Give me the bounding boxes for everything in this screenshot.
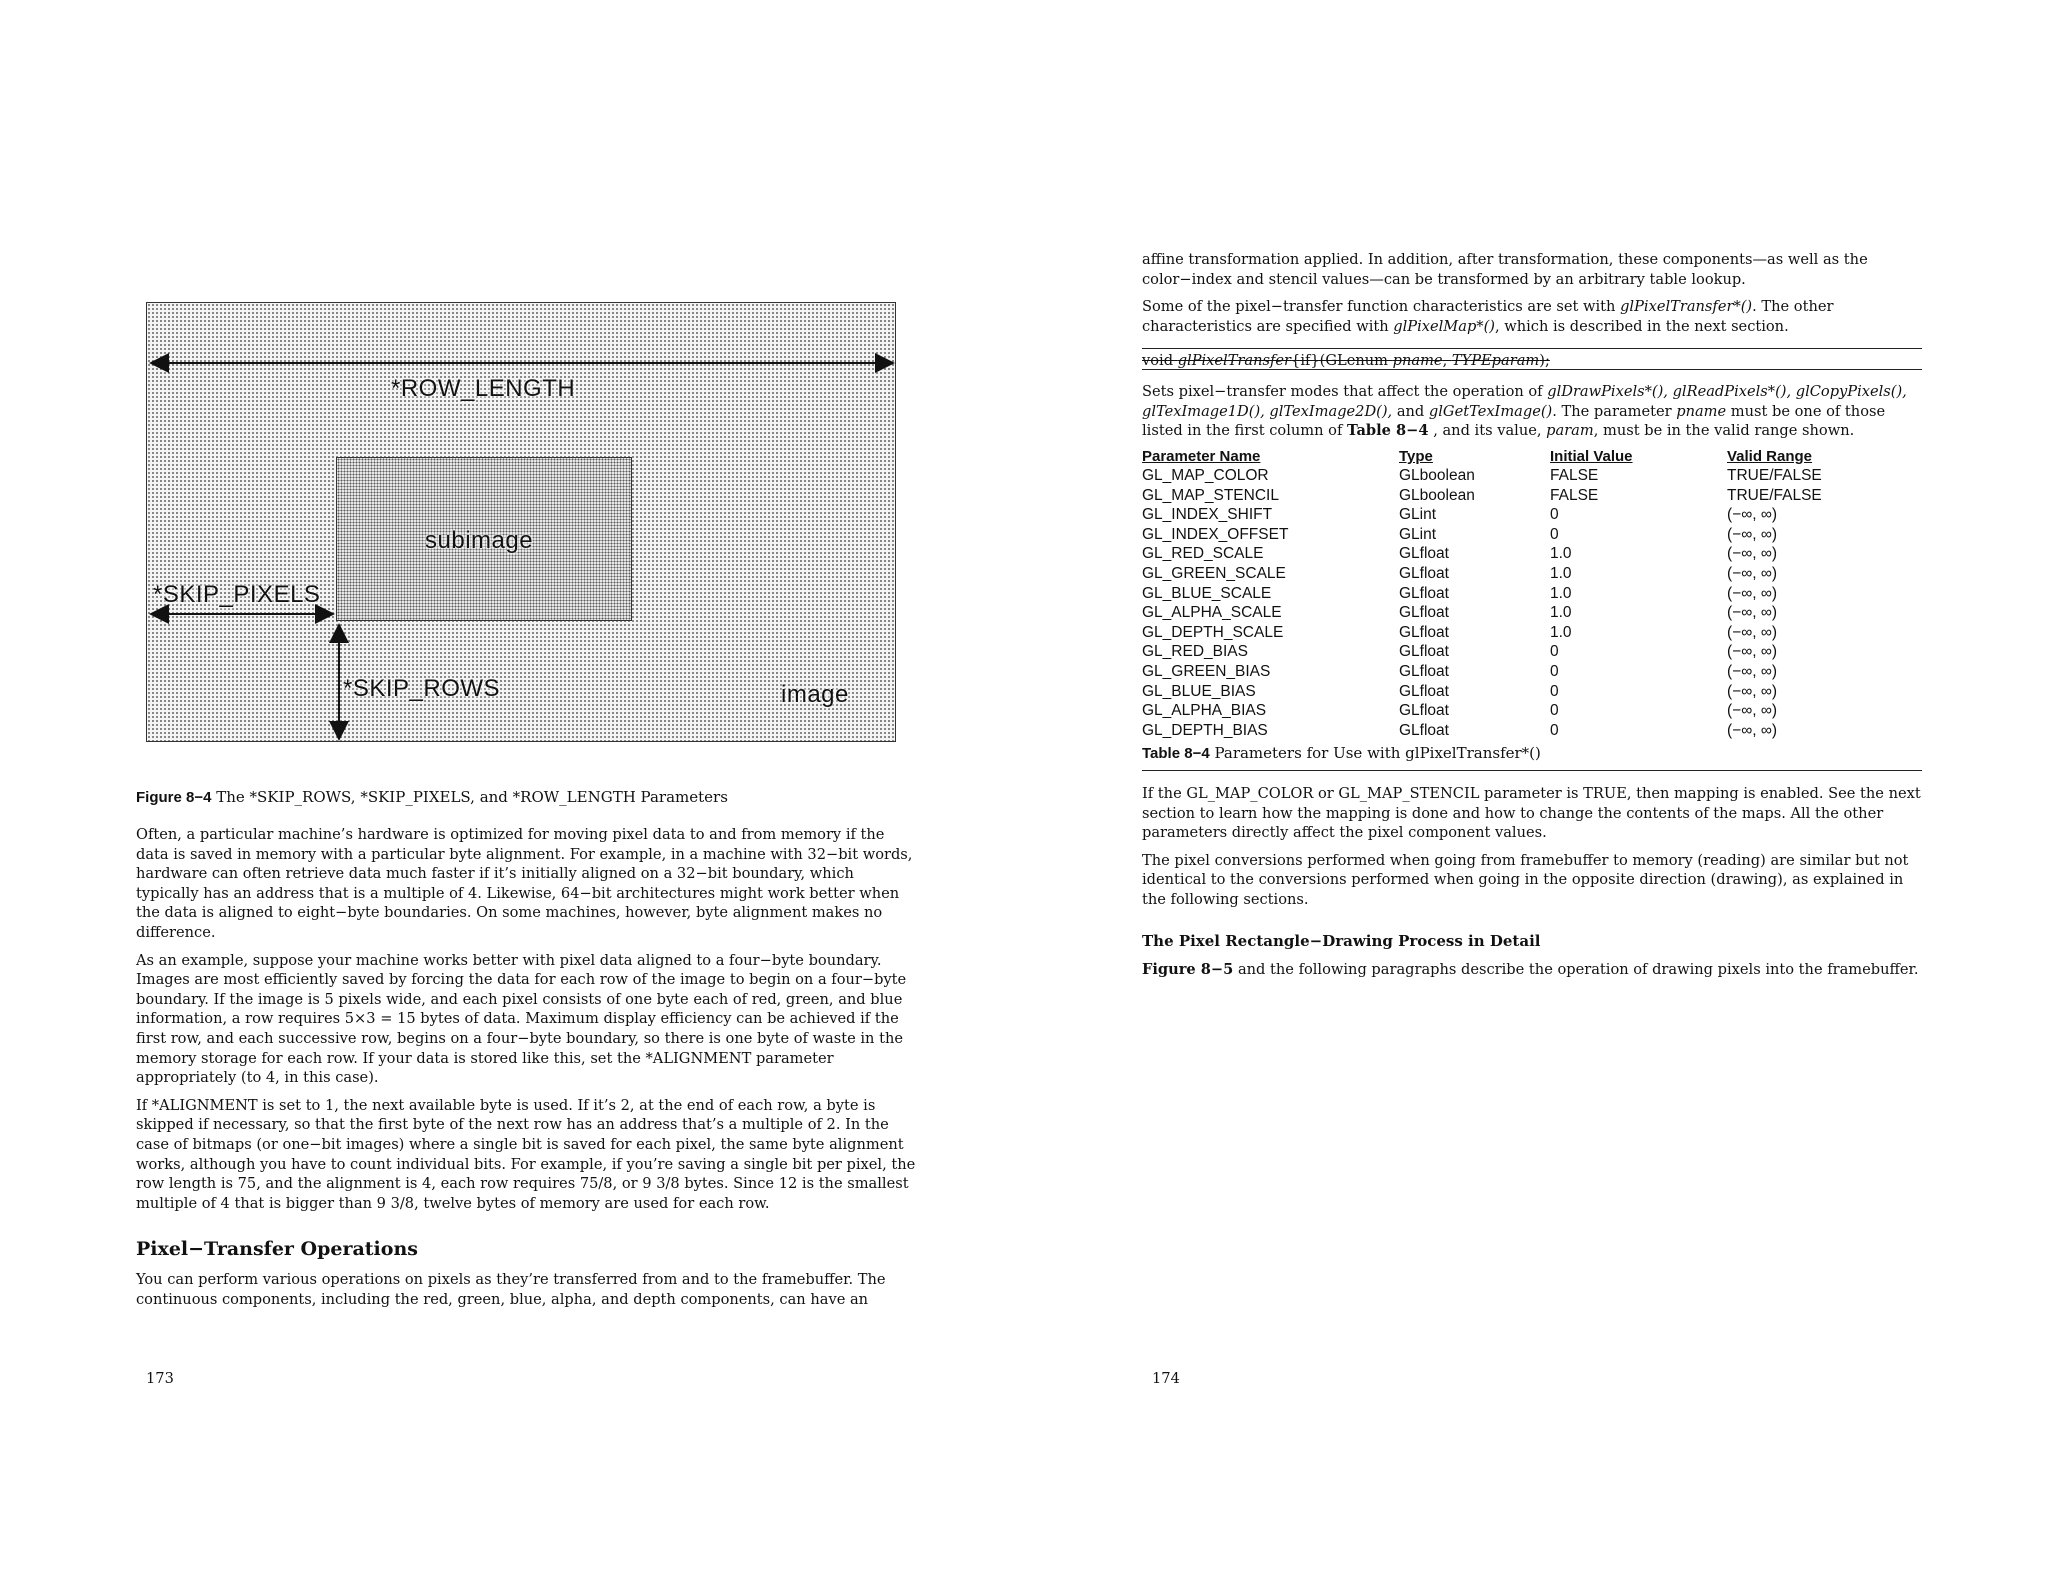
table-header-row	[1142, 448, 1907, 466]
rule-under-prototype	[1142, 369, 1922, 370]
rule-top	[1142, 348, 1922, 349]
table-cell: GL_ALPHA_SCALE	[1142, 604, 1282, 622]
table-cell: 1.0	[1550, 584, 1572, 602]
table-cell: 0	[1550, 702, 1559, 720]
table-row	[1142, 642, 1907, 662]
table-cell: GLfloat	[1399, 643, 1449, 661]
paragraph: The pixel conversions performed when going from framebuffer to memory (reading) are similar but not identical to the conversions performed when going in the opposite direction (drawing), as explained in the following sections.	[1142, 851, 1909, 908]
table-row	[1142, 525, 1907, 545]
table-cell: GLfloat	[1399, 721, 1449, 739]
table-row	[1142, 623, 1907, 643]
table-cell: GLboolean	[1399, 467, 1475, 484]
text-run: {if}(GLenum	[1291, 352, 1393, 369]
table-row	[1142, 544, 1907, 564]
row-length-label: *ROW_LENGTH	[391, 375, 576, 402]
table-row	[1142, 662, 1907, 682]
table-cell: 0	[1550, 721, 1559, 739]
table-cell: GLfloat	[1399, 564, 1449, 582]
table-cell: 0	[1550, 682, 1559, 700]
table-cell: (−∞, ∞)	[1727, 506, 1778, 524]
right-body-top	[1142, 250, 1928, 344]
table-caption	[1142, 744, 1541, 762]
table-cell: GLfloat	[1399, 604, 1449, 622]
function-name: glGetTexImage()	[1428, 402, 1553, 420]
table-cell: FALSE	[1550, 467, 1599, 484]
text-run: must be one of those listed in the first column of	[1142, 402, 1886, 440]
paragraph	[1142, 382, 1928, 441]
figure-reference: Figure 8−5	[1142, 961, 1234, 978]
table-reference: Table 8−4	[1346, 422, 1429, 440]
function-name: glPixelMap*()	[1393, 317, 1495, 335]
paragraph	[1142, 960, 1928, 980]
skip-pixels-label: *SKIP_PIXELS	[153, 581, 321, 608]
column-header: Initial Value	[1550, 448, 1633, 465]
text-run: , which is described in the next section.	[1494, 317, 1789, 335]
column-header: Valid Range	[1727, 448, 1813, 465]
left-body	[136, 825, 920, 1221]
table-cell: 0	[1550, 506, 1559, 524]
table-cell: GLfloat	[1399, 682, 1449, 700]
text-run: Sets pixel−transfer modes that affect the operation of	[1142, 383, 1548, 400]
table-cell: GL_MAP_STENCIL	[1142, 486, 1279, 504]
parameters-table	[1142, 448, 1907, 740]
figure-caption	[136, 788, 916, 806]
table-cell: GLboolean	[1399, 486, 1475, 504]
column-header: Parameter Name	[1142, 448, 1261, 465]
table-cell: GL_DEPTH_SCALE	[1142, 623, 1284, 641]
paragraph	[1142, 297, 1928, 336]
table-cell: GLfloat	[1399, 662, 1449, 680]
image-label: image	[781, 681, 849, 708]
text-run: and	[1392, 402, 1429, 420]
figure-caption-text: The *SKIP_ROWS, *SKIP_PIXELS, and *ROW_LENGTH Parameters	[211, 788, 728, 806]
paragraph: If *ALIGNMENT is set to 1, the next available byte is used. If it’s 2, at the end of each row, a byte is skipped if necessary, so that the first byte of the next row has an address that’s a multiple of 2. In the case of bitmaps (or one−bit images) where a single bit is saved for each pixel, the same byte alignment works, although you have to count individual bits. For example, if you’re saving a single bit per pixel, the row length is 75, and the alignment is 4, each row requires 75/8, or 9 3/8 bytes. Since 12 is the smallest multiple of 4 that is bigger than 9 3/8, twelve bytes of memory are used for each row.	[136, 1096, 916, 1212]
table-caption-text: Parameters for Use with glPixelTransfer*()	[1209, 744, 1541, 762]
table-cell: (−∞, ∞)	[1727, 721, 1778, 739]
table-cell: GL_RED_SCALE	[1142, 545, 1264, 563]
table-cell: FALSE	[1550, 486, 1599, 504]
page-number: 174	[1152, 1370, 1180, 1387]
table-cell: 0	[1550, 643, 1559, 661]
paragraph: affine transformation applied. In addition, after transformation, these components—as well as the color−index and stencil values—can be transformed by an arbitrary table lookup.	[1142, 251, 1868, 288]
param-name: pname	[1676, 402, 1727, 420]
figure-arrows	[147, 303, 897, 743]
paragraph: Often, a particular machine’s hardware is optimized for moving pixel data to and from memory if the data is saved in memory with a particular byte alignment. For example, in a machine with 32−bit words, hardware can often retrieve data much faster if it’s initially aligned on a 32−bit boundary, which typically has an address that is a multiple of 4. Likewise, 64−bit architectures might work better when the data is aligned to eight−byte boundaries. On some machines, however, byte alignment makes no difference.	[136, 826, 913, 941]
param-name: param	[1546, 422, 1594, 440]
table-cell: TRUE/FALSE	[1727, 467, 1822, 484]
table-cell: GL_MAP_COLOR	[1142, 467, 1269, 484]
paragraph: As an example, suppose your machine works better with pixel data aligned to a four−byte boundary. Images are most efficiently saved by forcing the data for each row of the image to begin on a four−byte boundary. If the image is 5 pixels wide, and each pixel consists of one byte each of red, green, and blue information, a row requires 5×3 = 15 bytes of data. Maximum display efficiency can be achieved if the first row, and each successive row, begins on a four−byte boundary, so there is one byte of waste in the memory storage for each row. If your data is stored like this, set the *ALIGNMENT parameter appropriately (to 4, in this case).	[136, 951, 907, 1087]
text-run: , must be in the valid range shown.	[1593, 422, 1855, 440]
table-caption-label: Table 8−4	[1142, 745, 1210, 762]
table-cell: GLfloat	[1399, 623, 1449, 641]
table-row	[1142, 564, 1907, 584]
text-run: and the following paragraphs describe the operation of drawing pixels into the framebuffer.	[1233, 961, 1919, 978]
skip-rows-label: *SKIP_ROWS	[343, 675, 501, 702]
param-name: pname	[1392, 352, 1443, 369]
table-row	[1142, 466, 1907, 486]
table-cell: GL_GREEN_BIAS	[1142, 662, 1271, 680]
table-row	[1142, 701, 1907, 721]
rule-bottom	[1142, 770, 1922, 771]
table-cell: (−∞, ∞)	[1727, 604, 1778, 622]
table-cell: GL_ALPHA_BIAS	[1142, 702, 1267, 720]
table-cell: GLfloat	[1399, 545, 1449, 563]
text-run: );	[1539, 352, 1550, 369]
table-cell: GLint	[1399, 525, 1437, 543]
table-cell: 1.0	[1550, 545, 1572, 563]
text-run: void	[1142, 352, 1178, 369]
table-cell: GLfloat	[1399, 584, 1449, 602]
table-row	[1142, 584, 1907, 604]
table-row	[1142, 486, 1907, 506]
function-description	[1142, 382, 1928, 449]
subimage-label: subimage	[425, 527, 534, 554]
table-cell: (−∞, ∞)	[1727, 662, 1778, 680]
table-cell: 0	[1550, 525, 1559, 543]
table-cell: 0	[1550, 662, 1559, 680]
table-cell: GL_INDEX_SHIFT	[1142, 506, 1273, 524]
figure-caption-label: Figure 8−4	[136, 789, 212, 806]
table-cell: TRUE/FALSE	[1727, 486, 1822, 504]
table-cell: (−∞, ∞)	[1727, 525, 1778, 543]
paragraph: If the GL_MAP_COLOR or GL_MAP_STENCIL parameter is TRUE, then mapping is enabled. See the next section to learn how the mapping is done and how to change the contents of the maps. All the other parameters directly affect the pixel component values.	[1142, 785, 1921, 842]
table-row	[1142, 682, 1907, 702]
table-cell: (−∞, ∞)	[1727, 623, 1778, 641]
param-name: TYPEparam	[1451, 352, 1540, 369]
table-cell: GL_GREEN_SCALE	[1142, 564, 1286, 582]
table-cell: GLfloat	[1399, 702, 1449, 720]
function-name: glPixelTransfer	[1177, 352, 1292, 369]
right-body-bottom	[1142, 960, 1928, 988]
table-cell: (−∞, ∞)	[1727, 564, 1778, 582]
section-heading: Pixel−Transfer Operations	[136, 1238, 418, 1260]
table-cell: GL_INDEX_OFFSET	[1142, 525, 1289, 543]
table-cell: GL_DEPTH_BIAS	[1142, 721, 1268, 739]
function-name: glPixelTransfer*()	[1620, 298, 1753, 316]
table-cell: (−∞, ∞)	[1727, 584, 1778, 602]
table-cell: GL_BLUE_SCALE	[1142, 584, 1272, 602]
table-cell: 1.0	[1550, 564, 1572, 582]
figure-8-4	[146, 302, 896, 742]
right-body-middle	[1142, 784, 1928, 918]
table-cell: GL_BLUE_BIAS	[1142, 682, 1256, 700]
table-cell: (−∞, ∞)	[1727, 545, 1778, 563]
text-run: . The other characteristics are specified with	[1142, 298, 1834, 335]
text-run: , and its value,	[1428, 422, 1547, 440]
table-row	[1142, 505, 1907, 525]
function-prototype	[1142, 352, 1550, 369]
table-cell: 1.0	[1550, 604, 1572, 622]
table-row	[1142, 721, 1907, 741]
table-cell: (−∞, ∞)	[1727, 643, 1778, 661]
table-cell: (−∞, ∞)	[1727, 682, 1778, 700]
text-run: ,	[1442, 352, 1452, 369]
text-run: Some of the pixel−transfer function characteristics are set with	[1142, 298, 1621, 316]
function-names: glDrawPixels*(), glReadPixels*(), glCopyPixels(), glTexImage1D(), glTexImage2D(),	[1142, 383, 1907, 420]
subsection-heading: The Pixel Rectangle−Drawing Process in Detail	[1142, 932, 1541, 950]
table-cell: 1.0	[1550, 623, 1572, 641]
text-run: . The parameter	[1552, 402, 1677, 420]
table-row	[1142, 603, 1907, 623]
left-closing	[136, 1270, 920, 1317]
table-cell: GLint	[1399, 506, 1437, 524]
page-number: 173	[146, 1370, 174, 1387]
table-cell: GL_RED_BIAS	[1142, 643, 1248, 661]
column-header: Type	[1399, 448, 1433, 465]
table-cell: (−∞, ∞)	[1727, 702, 1778, 720]
paragraph: You can perform various operations on pixels as they’re transferred from and to the framebuffer. The continuous components, including the red, green, blue, alpha, and depth components, can have an	[136, 1271, 886, 1308]
